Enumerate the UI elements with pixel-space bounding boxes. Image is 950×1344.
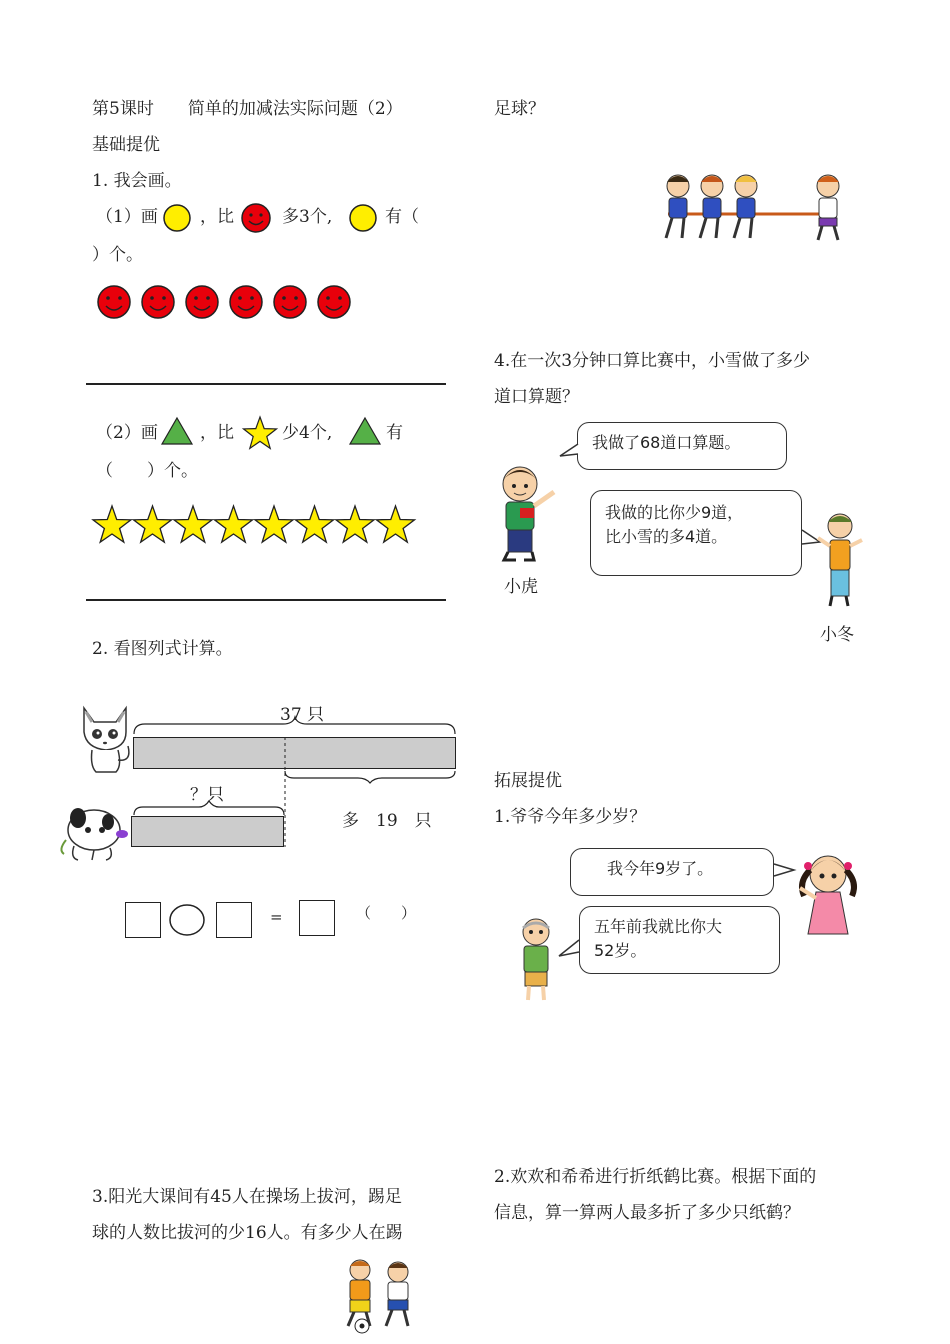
- q2-heading: 2. 看图列式计算。: [92, 639, 233, 659]
- red-face-icon: [98, 286, 130, 318]
- q1-part2-line2: （ ）个。: [96, 461, 198, 481]
- yellow-circle-icon: [348, 203, 378, 233]
- q4-line1: 4.在一次3分钟口算比赛中，小雪做了多少: [494, 351, 811, 371]
- q1-part1-mid2: 多3个,: [282, 207, 333, 227]
- red-face-icon: [318, 286, 350, 318]
- q1-part1-line2: ）个。: [92, 245, 143, 265]
- section-ext-heading: 拓展提优: [494, 771, 562, 791]
- xiaodong-figure: [810, 510, 870, 610]
- tug-of-war-icon: [660, 170, 860, 260]
- q1-part1-prefix: （1）画: [96, 207, 158, 227]
- q-label: ？只: [190, 785, 224, 805]
- soccer-kids-icon: [338, 1258, 424, 1334]
- top-label: 37 只: [280, 705, 325, 725]
- red-faces-row: [96, 282, 366, 326]
- q1-part2-prefix: （2）画: [96, 423, 158, 443]
- q1-part2-mid2: 少4个,: [282, 423, 333, 443]
- q1-part2-mid3: 有: [386, 423, 403, 443]
- answer-box-2[interactable]: [216, 902, 252, 938]
- unit-paren: （ ）: [356, 904, 417, 922]
- dog-icon: [54, 800, 134, 864]
- cat-bar: [133, 737, 456, 769]
- q1-part1-mid3: 有（: [385, 207, 419, 227]
- bubble-text-line1: 五年前我就比你大: [594, 917, 723, 936]
- star-icon: [255, 506, 293, 542]
- star-icon: [215, 506, 253, 542]
- more-label: 多 19 只: [342, 811, 432, 831]
- red-face-icon: [230, 286, 262, 318]
- cat-icon: [76, 702, 136, 774]
- star-icon: [296, 506, 334, 542]
- speech-bubble-girl: [570, 848, 774, 896]
- green-triangle-icon: [160, 416, 194, 446]
- red-face-icon: [186, 286, 218, 318]
- lesson-title: 第5课时 简单的加减法实际问题（2）: [92, 99, 403, 119]
- q1-part2-mid1: ，比: [200, 423, 234, 443]
- e2-line1: 2.欢欢和希希进行折纸鹤比赛。根据下面的: [494, 1167, 817, 1187]
- red-face-icon: [274, 286, 306, 318]
- name-xiaohu: 小虎: [504, 577, 538, 597]
- red-face-icon: [240, 202, 272, 234]
- bubble-text: 我做了68道口算题。: [592, 433, 741, 452]
- operator-circle[interactable]: [168, 903, 206, 937]
- speech-bubble-xiaodong: [590, 490, 802, 576]
- answer-box-1[interactable]: [125, 902, 161, 938]
- bubble-text: 我今年9岁了。: [607, 859, 714, 878]
- equals-sign: =: [270, 908, 283, 926]
- q4-line2: 道口算题？: [494, 387, 579, 407]
- speech-bubble-grandpa: [579, 906, 780, 974]
- e1-heading: 1.爷爷今年多少岁？: [494, 807, 647, 827]
- star-icon: [242, 416, 278, 450]
- stars-row: [92, 504, 422, 546]
- answer-box-3[interactable]: [299, 900, 335, 936]
- section-basic-heading: 基础提优: [92, 135, 160, 155]
- q1-heading: 1. 我会画。: [92, 171, 182, 191]
- e2-line2: 信息，算一算两人最多折了多少只纸鹤？: [494, 1203, 800, 1223]
- q3-line1: 3.阳光大课间有45人在操场上拔河，踢足: [92, 1187, 402, 1207]
- grandpa-figure: [512, 914, 562, 1004]
- bubble-tail: [772, 862, 796, 880]
- bubble-text-line1: 我做的比你少9道，: [605, 503, 744, 522]
- star-icon: [93, 506, 131, 542]
- yellow-circle-icon: [162, 203, 192, 233]
- star-icon: [134, 506, 172, 542]
- q1-part1-mid1: ，比: [200, 207, 234, 227]
- star-icon: [377, 506, 415, 542]
- q3-line2: 球的人数比拔河的少16人。有多少人在踢: [92, 1223, 403, 1243]
- bubble-text-line2: 比小雪的多4道。: [605, 527, 728, 546]
- more-brace: [284, 770, 456, 784]
- name-xiaodong: 小冬: [820, 625, 854, 645]
- bubble-text-line2: 52岁。: [594, 941, 647, 960]
- answer-line: [86, 599, 446, 601]
- answer-line: [86, 383, 446, 385]
- q3-line3: 足球？: [494, 99, 545, 119]
- bubble-tail: [559, 940, 581, 958]
- speech-bubble-xiaohu: [577, 422, 787, 470]
- star-icon: [336, 506, 374, 542]
- bubble-tail: [560, 444, 580, 460]
- red-face-icon: [142, 286, 174, 318]
- girl-figure: [794, 848, 864, 948]
- dog-bar: [131, 816, 284, 847]
- xiaohu-figure: [490, 462, 560, 562]
- star-icon: [174, 506, 212, 542]
- green-triangle-icon: [348, 416, 382, 446]
